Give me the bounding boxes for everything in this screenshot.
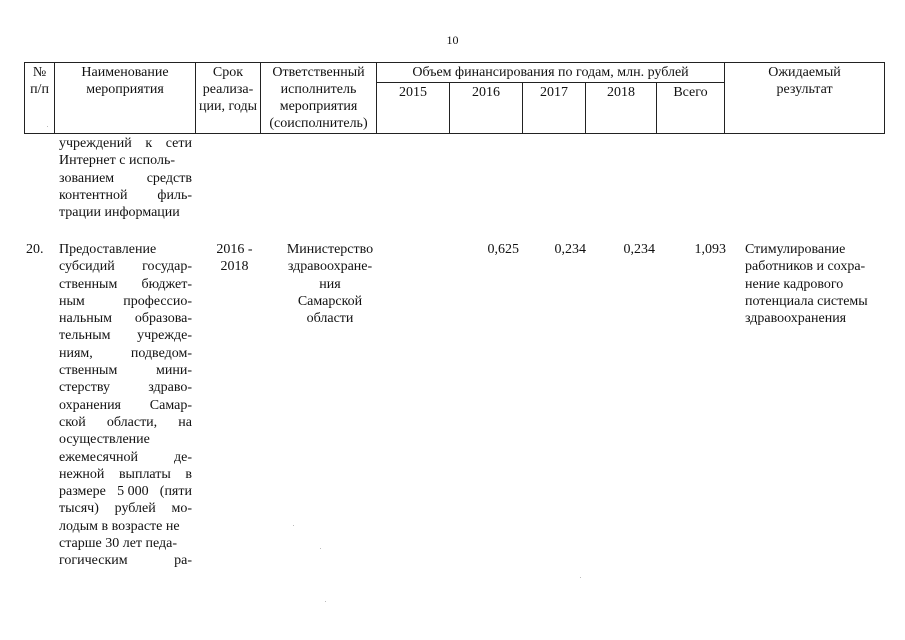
header-name-line: мероприятия <box>86 82 164 97</box>
word: нежной <box>59 466 105 482</box>
row-term <box>200 241 269 276</box>
header-executor <box>261 63 377 134</box>
word: (пяти <box>159 484 192 500</box>
header-year-2018: 2018 <box>586 83 657 134</box>
scan-speck <box>293 525 294 526</box>
header-name-line: Наименование <box>81 65 169 80</box>
word: учреждений <box>59 136 132 151</box>
header-result-line: Ожидаемый <box>768 65 841 80</box>
header-term-line: Срок <box>212 65 244 80</box>
word: ежемесячной <box>59 449 139 465</box>
continuation-line <box>59 187 192 204</box>
name-line <box>59 414 192 431</box>
word: учрежде- <box>137 328 192 344</box>
word: сети <box>165 136 192 151</box>
word: образова- <box>134 311 192 327</box>
scan-speck <box>47 126 48 127</box>
word: государ- <box>142 259 192 275</box>
executor-line: ния <box>319 276 341 292</box>
word: ным <box>59 293 85 309</box>
continuation-line <box>59 170 192 187</box>
name-line <box>59 379 192 396</box>
name-line: Предоставление <box>59 242 157 257</box>
name-line <box>59 327 192 344</box>
header-number-line: п/п <box>30 82 49 97</box>
executor-line: Самарской <box>297 293 363 309</box>
name-line <box>59 276 192 293</box>
header-number-line: № <box>32 65 47 80</box>
word: мо- <box>171 501 192 517</box>
word: стерству <box>59 380 111 396</box>
header-term-line: ции, годы <box>199 99 257 114</box>
program-table-header <box>24 62 885 134</box>
word: де- <box>174 449 192 465</box>
name-line <box>59 293 192 310</box>
word: на <box>178 414 192 430</box>
name-line <box>59 397 192 414</box>
header-executor-line: (соисполнитель) <box>269 116 368 131</box>
word: тысяч) <box>59 501 99 517</box>
header-name <box>55 63 196 134</box>
result-line: Стимулирование <box>745 242 846 257</box>
term-line: 2016 - <box>216 242 253 257</box>
header-year-2015: 2015 <box>377 83 450 134</box>
word: ра- <box>174 553 192 569</box>
row-value-2018: 0,234 <box>623 242 655 257</box>
word: ниям, <box>59 345 93 361</box>
word: гогическим <box>59 553 128 569</box>
scan-speck <box>325 601 326 602</box>
header-total: Всего <box>657 83 725 134</box>
word: Самар- <box>149 397 192 413</box>
word: размере <box>59 484 106 500</box>
word: области, <box>106 414 158 430</box>
row-name <box>59 241 192 570</box>
executor-line: области <box>306 311 354 327</box>
name-line <box>59 345 192 362</box>
word: профессио- <box>123 293 192 309</box>
scan-speck <box>580 577 581 578</box>
word: рублей <box>114 501 156 517</box>
name-line: старше 30 лет педа- <box>59 536 178 552</box>
word: бюджет- <box>141 276 192 292</box>
word: нальным <box>59 311 112 327</box>
name-line: лодым в возрасте не <box>59 518 180 534</box>
continuation-line: Интернет с исполь- <box>59 153 176 169</box>
word: ской <box>59 414 86 430</box>
header-number <box>25 63 55 134</box>
continuation-line <box>59 135 192 152</box>
name-line <box>59 552 192 569</box>
page-number: 10 <box>446 33 459 47</box>
result-line: потенциала системы <box>745 293 868 309</box>
header-year-2017: 2017 <box>523 83 586 134</box>
name-line <box>59 310 192 327</box>
header-result <box>725 63 885 134</box>
header-term-line: реализа- <box>202 82 254 97</box>
header-year-2016: 2016 <box>450 83 523 134</box>
name-line <box>59 258 192 275</box>
term-line: 2018 <box>220 259 249 275</box>
header-result-line: результат <box>776 82 833 97</box>
header-executor-line: исполнитель <box>280 82 357 97</box>
word: ственным <box>59 276 118 292</box>
row-value-total: 1,093 <box>694 242 726 257</box>
result-line: здравоохранения <box>745 311 847 327</box>
header-executor-line: мероприятия <box>279 99 358 114</box>
name-line: осуществление <box>59 432 150 448</box>
name-line <box>59 500 192 517</box>
word: субсидий <box>59 259 115 275</box>
word: контентной <box>59 187 128 203</box>
name-line <box>59 449 192 466</box>
name-line <box>59 483 192 500</box>
word: ственным <box>59 363 118 379</box>
result-line: нение кадрового <box>745 276 844 292</box>
row-value-2016: 0,625 <box>487 242 519 257</box>
word: мини- <box>156 363 192 379</box>
row-number: 20. <box>26 242 44 257</box>
continuation-line: трации информации <box>59 205 180 221</box>
row-result <box>745 241 895 327</box>
name-line <box>59 362 192 379</box>
word: в <box>185 466 192 482</box>
name-line <box>59 466 192 483</box>
word: зованием <box>59 170 115 186</box>
executor-line: здравоохране- <box>287 259 373 275</box>
word: выплаты <box>118 466 171 482</box>
row-value-2017: 0,234 <box>554 242 586 257</box>
continuation-text <box>59 135 192 221</box>
word: подведом- <box>130 345 192 361</box>
header-executor-line: Ответственный <box>272 65 365 80</box>
executor-line: Министерство <box>286 242 374 257</box>
word: средств <box>146 170 192 186</box>
word: 5 000 <box>117 484 149 500</box>
word: к <box>145 136 153 151</box>
row-executor <box>270 241 390 327</box>
word: тельным <box>59 328 111 344</box>
word: филь- <box>157 187 192 203</box>
word: охранения <box>59 397 121 413</box>
scan-speck <box>320 548 321 549</box>
header-funding: Объем финансирования по годам, млн. рублей <box>377 63 725 83</box>
header-term <box>196 63 261 134</box>
word: здраво- <box>148 380 192 396</box>
result-line: работников и сохра- <box>745 259 866 275</box>
